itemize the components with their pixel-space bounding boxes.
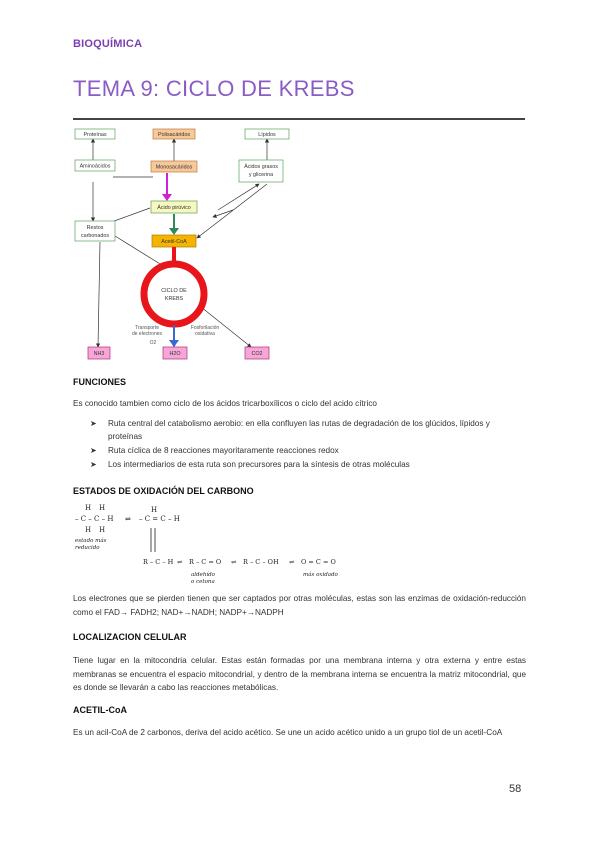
svg-text:H: H	[151, 506, 158, 514]
label-acetylcoa: Acetil-CoA	[161, 239, 187, 245]
label-aminoacids: Aminoácidos	[79, 163, 111, 170]
krebs-cycle-ring	[144, 264, 204, 324]
localizacion-text: Tiene lugar en la mitocondria celular. Estas están formadas por una membrana interna y otra externa y entre estas membranas se encuentra el espacio mitocondrial, y dentro de la membrana interna se encuentra la matriz mitocondrial, que es donde se llevarán a cabo las reacciones metabólicas.	[73, 656, 526, 692]
reduced-label-2: reducido	[75, 545, 100, 551]
estados-text: Los electrones que se pierden tienen que ser captados por otras moléculas, estas son las enzimas de oxidación-reducción como el FAD→ FADH2; NAD+→NADH; NADP+→NADPH	[73, 594, 526, 617]
label-lipids: Lípidos	[258, 132, 276, 138]
svg-text:R – C = O: R – C = O	[189, 558, 222, 566]
cycle-label-1: CICLO DE	[161, 288, 187, 294]
label-proteins: Proteínas	[83, 132, 107, 138]
funciones-list	[90, 417, 526, 472]
svg-text:⇌: ⇌	[177, 558, 183, 566]
aldehyde-label-2: o cetona	[191, 579, 215, 585]
o2-label: O2	[149, 340, 157, 346]
label-co2: CO2	[251, 351, 263, 357]
svg-text:R – C – OH: R – C – OH	[243, 558, 279, 566]
label-carbon-1: Restos	[86, 225, 104, 231]
label-polysac: Polisacáridos	[157, 132, 191, 138]
acetil-text: Es un acil-CoA de 2 carbonos, deriva del acido acético. Se une un acido acético unido a un grupo tiol de un acetil-CoA	[73, 728, 503, 737]
label-nh3: NH3	[93, 351, 105, 357]
cycle-label-2: KREBS	[164, 296, 184, 302]
svg-text:⇌: ⇌	[231, 558, 237, 566]
svg-text:– C = C – H: – C = C – H	[139, 515, 180, 523]
reduced-label-1: estado más	[75, 538, 107, 544]
svg-text:R – C – H: R – C – H	[143, 558, 174, 566]
title-rule	[73, 118, 525, 120]
label-fattyacids-2: y glicerina	[248, 172, 274, 178]
label-fattyacids-1: Ácidos grasos	[244, 164, 278, 170]
bullet-arrow-icon: ➤	[90, 446, 97, 455]
krebs-diagram	[73, 122, 373, 364]
svg-text:H: H	[99, 526, 106, 534]
phos-label-2: oxidativa	[195, 331, 215, 337]
bullet-arrow-icon: ➤	[90, 460, 97, 469]
document-header: BIOQUÍMICA	[73, 38, 143, 50]
transport-label-1: Transporte	[135, 325, 159, 331]
bullet-arrow-icon: ➤	[90, 419, 97, 428]
heading-acetil: ACETIL-CoA	[73, 705, 127, 715]
svg-text:⇌: ⇌	[289, 558, 295, 566]
page-title: TEMA 9: CICLO DE KREBS	[73, 76, 355, 101]
heading-funciones: FUNCIONES	[73, 377, 127, 387]
label-h2o: H2O	[169, 351, 181, 357]
label-pyruvic: Ácido pirúvico	[157, 205, 191, 211]
list-item: ➤ Ruta cíclica de 8 reacciones mayoritaramente reacciones redox	[90, 446, 339, 455]
svg-text:H: H	[85, 504, 92, 512]
carbon-oxidation-scheme	[73, 500, 373, 590]
funciones-intro: Es conocido tambien como ciclo de los ácidos tricarboxílicos o ciclo del acido cítrico	[73, 399, 377, 408]
phos-label-1: Fosforilación	[190, 325, 220, 331]
aldehyde-label-1: aldehído	[191, 572, 215, 578]
heading-estados: ESTADOS DE OXIDACIÓN DEL CARBONO	[73, 486, 254, 496]
label-carbon-2: carbonados	[80, 233, 110, 239]
oxidized-label: más oxidado	[303, 572, 338, 578]
svg-text:H: H	[99, 504, 106, 512]
label-monosac: Monosacáridos	[155, 164, 193, 171]
svg-text:O = C = O: O = C = O	[301, 558, 336, 566]
heading-localizacion: LOCALIZACION CELULAR	[73, 632, 187, 642]
svg-text:H: H	[85, 526, 92, 534]
list-item: ➤ Ruta central del catabolismo aerobio: en ella confluyen las rutas de degradación de los glúcidos, lípidos y proteínas	[90, 419, 490, 441]
page-number: 58	[509, 783, 522, 795]
list-item: ➤ Los intermediarios de esta ruta son precursores para la síntesis de otras moléculas	[90, 460, 410, 469]
svg-text:⇌: ⇌	[125, 515, 131, 523]
transport-label-2: de electrones	[131, 331, 163, 337]
svg-text:– C – C – H: – C – C – H	[75, 515, 114, 523]
